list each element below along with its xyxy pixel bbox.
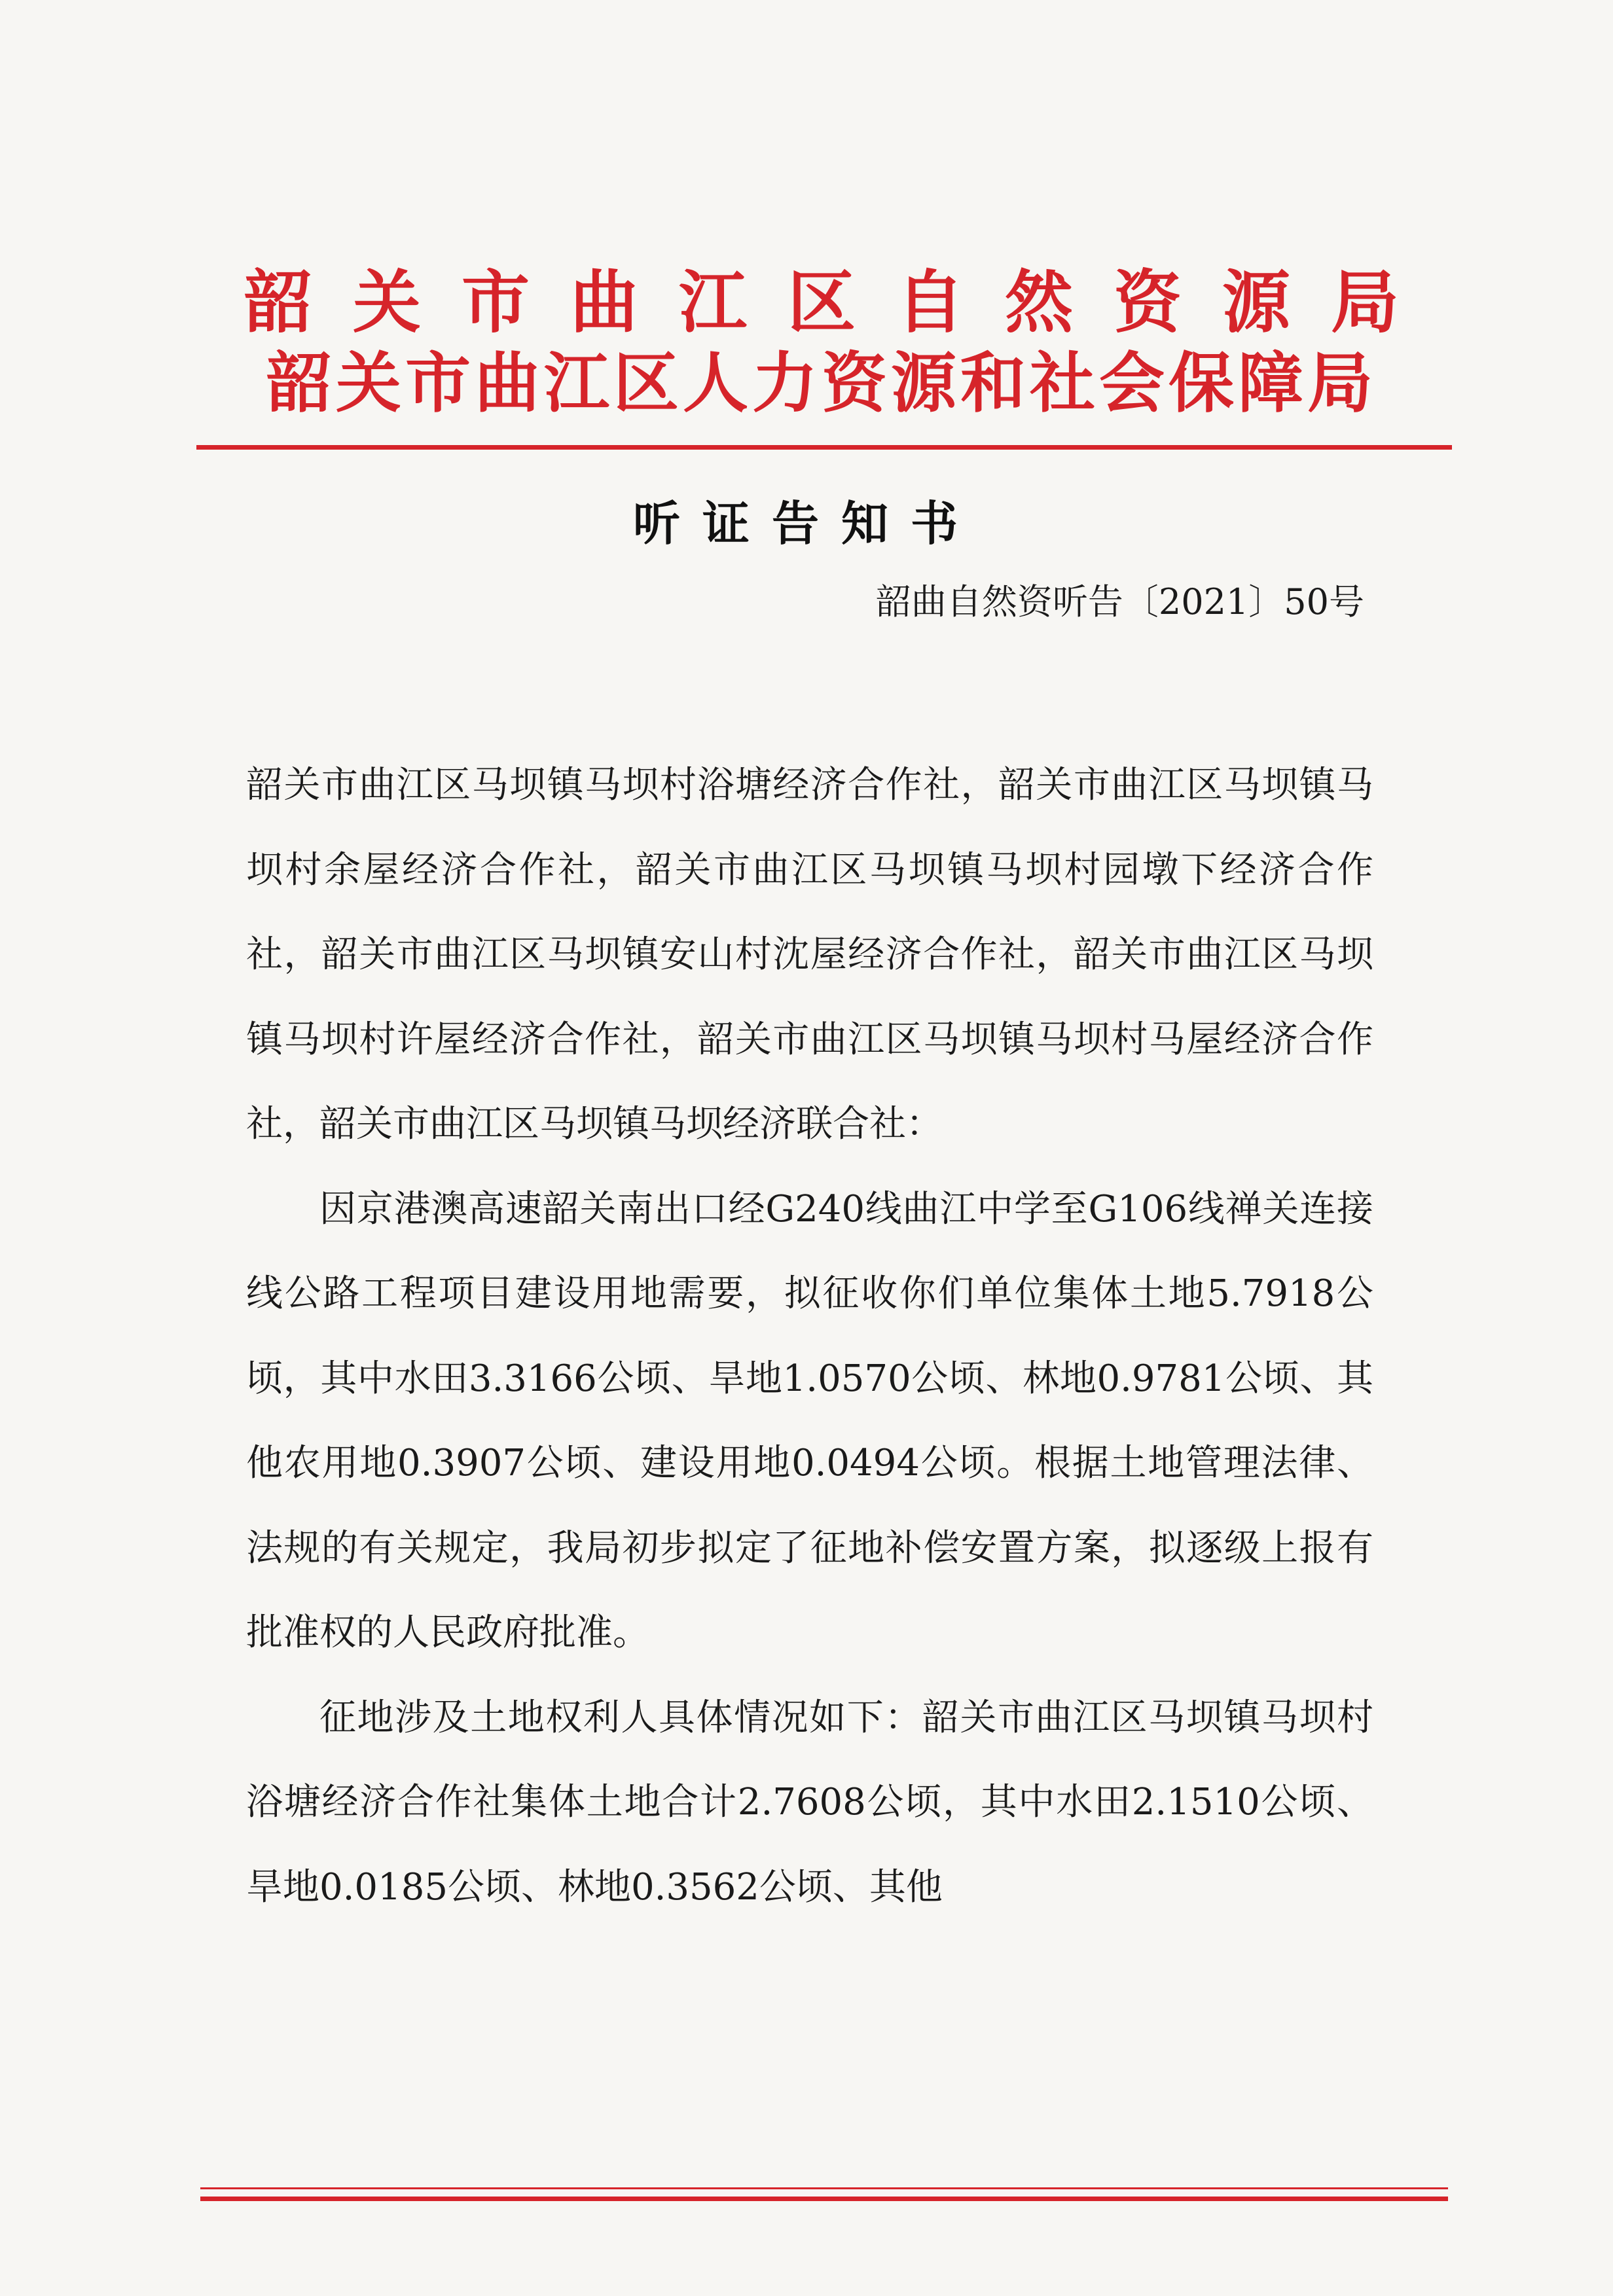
document-title: 听证告知书 — [632, 496, 980, 551]
header-divider — [196, 445, 1452, 450]
document-body — [246, 743, 1373, 1929]
agency-name-natural-resources: 韶关市曲江区自然资源局 — [244, 262, 1440, 342]
document-number: 韶曲自然资听告〔2021〕50号 — [875, 581, 1364, 622]
letterhead — [203, 262, 1440, 424]
agency-name-human-resources: 韶关市曲江区人力资源和社会保障局 — [266, 345, 1377, 422]
addressee: 韶关市曲江区马坝镇马坝村浴塘经济合作社，韶关市曲江区马坝镇马坝村余屋经济合作社，韶关市曲江区马坝镇马坝村园墩下经济合作社，韶关市曲江区马坝镇安山村沈屋经济合作社，韶关市曲江区马坝镇马坝村许屋经济合作社，韶关市曲江区马坝镇马坝村马屋经济合作社，韶关市曲江区马坝镇马坝经济联合社： — [246, 764, 1373, 1145]
footer-divider-top — [200, 2187, 1448, 2189]
footer-divider-bottom — [200, 2197, 1448, 2201]
body-paragraph: 因京港澳高速韶关南出口经G240线曲江中学至G106线禅关连接线公路工程项目建设用地需要，拟征收你们单位集体土地5.7918公顷，其中水田3.3166公顷、旱地1.0570公顷、林地0.9781公顷、其他农用地0.3907公顷、建设用地0.0494公顷。根据土地管理法律、法规的有关规定，我局初步拟定了征地补偿安置方案，拟逐级上报有批准权的人民政府批准。 — [246, 1187, 1373, 1654]
body-paragraph: 征地涉及土地权利人具体情况如下：韶关市曲江区马坝镇马坝村浴塘经济合作社集体土地合计2.7608公顷，其中水田2.1510公顷、旱地0.0185公顷、林地0.3562公顷、其他 — [246, 1696, 1373, 1909]
